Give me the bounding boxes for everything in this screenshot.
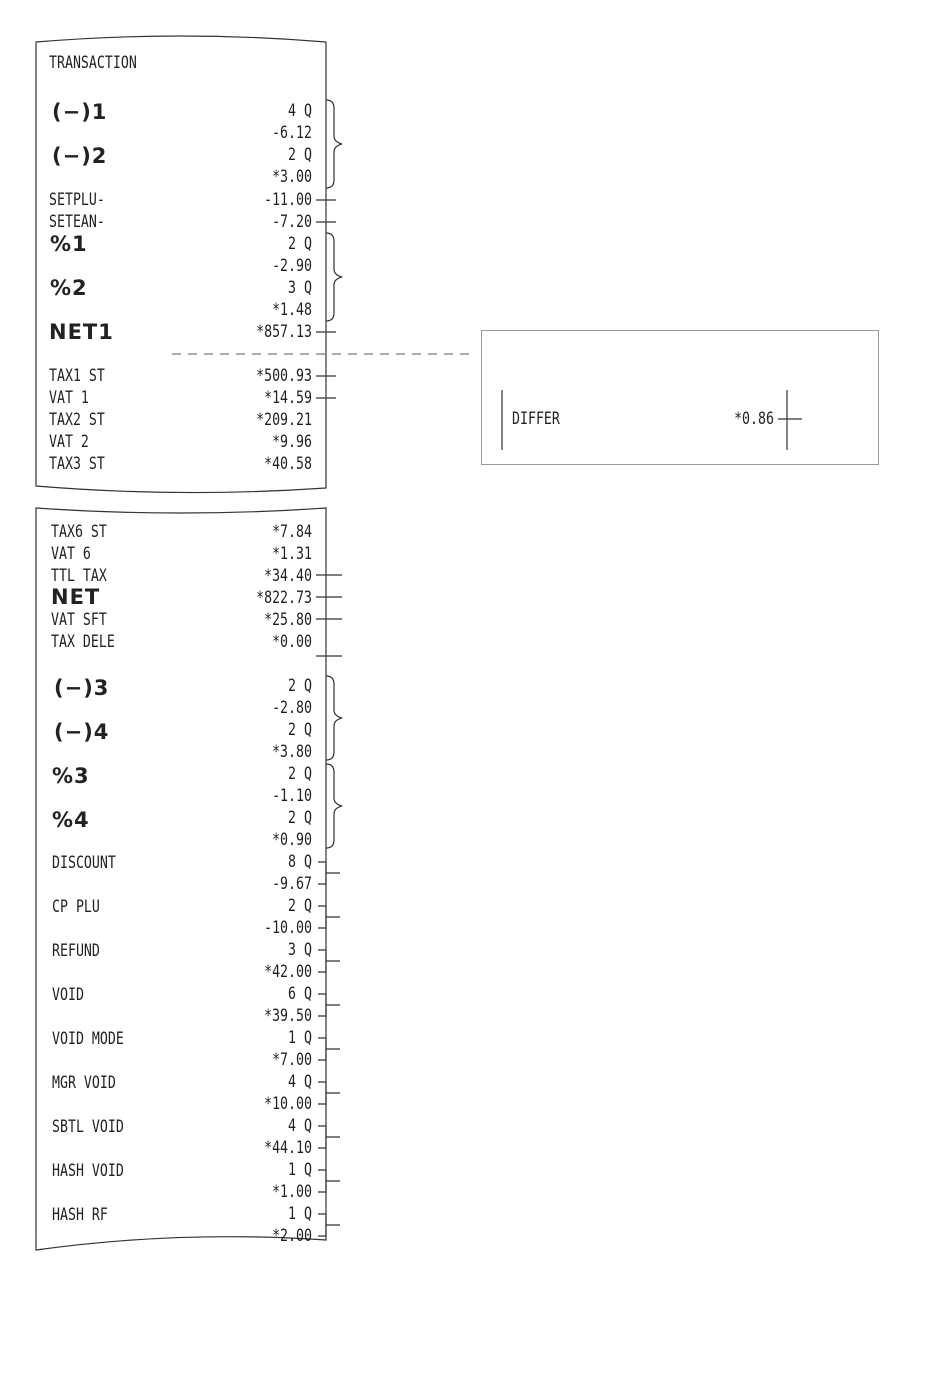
row-label: %3 [52, 764, 90, 788]
row-label: NET1 [49, 320, 114, 344]
row-amount: *209.21 [256, 410, 312, 430]
differ-label: DIFFER [512, 409, 560, 429]
row-amount: *0.90 [272, 830, 312, 850]
row-label: MGR VOID [52, 1073, 116, 1093]
row-amount: *9.96 [272, 432, 312, 452]
row-qty: 2 Q [288, 764, 312, 784]
row-label: (−)4 [54, 720, 110, 744]
row-label: (−)3 [54, 676, 110, 700]
row-amount: *1.00 [272, 1182, 312, 1202]
row-label: TAX DELE [51, 632, 115, 652]
row-qty: 2 Q [288, 676, 312, 696]
row-amount: *10.00 [264, 1094, 312, 1114]
row-amount: -2.90 [272, 256, 312, 276]
row-amount: *34.40 [264, 566, 312, 586]
row-amount: -6.12 [272, 123, 312, 143]
row-label: SBTL VOID [52, 1117, 124, 1137]
row-qty: 2 Q [288, 234, 312, 254]
row-amount: *40.58 [264, 454, 312, 474]
row-amount: *1.31 [272, 544, 312, 564]
receipt-title: TRANSACTION [49, 53, 137, 73]
row-qty: 1 Q [288, 1028, 312, 1048]
row-qty: 4 Q [288, 101, 312, 121]
row-label: CP PLU [52, 897, 100, 917]
row-qty: 2 Q [288, 145, 312, 165]
row-amount: *7.84 [272, 522, 312, 542]
row-label: NET [51, 585, 101, 609]
row-label: %4 [52, 808, 90, 832]
brace-1 [326, 100, 342, 188]
row-amount: *0.00 [272, 632, 312, 652]
row-label: SETEAN- [49, 212, 105, 232]
row-amount: *39.50 [264, 1006, 312, 1026]
row-label: VAT SFT [51, 610, 107, 630]
row-qty: 6 Q [288, 984, 312, 1004]
row-amount: *3.00 [272, 167, 312, 187]
row-label: TAX1 ST [49, 366, 105, 386]
row-label: TTL TAX [51, 566, 107, 586]
row-amount: *2.00 [272, 1226, 312, 1246]
row-label: VAT 1 [49, 388, 89, 408]
row-amount: *1.48 [272, 300, 312, 320]
row-amount: -2.80 [272, 698, 312, 718]
brace-2 [326, 233, 342, 321]
row-qty: 1 Q [288, 1160, 312, 1180]
row-label: VAT 6 [51, 544, 91, 564]
row-amount: *3.80 [272, 742, 312, 762]
row-label: HASH RF [52, 1205, 108, 1225]
row-qty: 2 Q [288, 896, 312, 916]
differ-callout [481, 330, 879, 465]
row-amount: *857.13 [256, 322, 312, 342]
row-amount: -11.00 [264, 190, 312, 210]
row-label: %1 [50, 232, 88, 256]
row-label: (−)2 [52, 144, 108, 168]
row-qty: 4 Q [288, 1072, 312, 1092]
row-amount: *500.93 [256, 366, 312, 386]
row-label: HASH VOID [52, 1161, 124, 1181]
row-label: SETPLU- [49, 190, 105, 210]
row-amount: *822.73 [256, 588, 312, 608]
row-label: (−)1 [52, 100, 108, 124]
row-amount: *7.00 [272, 1050, 312, 1070]
row-label: VAT 2 [49, 432, 89, 452]
row-qty: 8 Q [288, 852, 312, 872]
row-amount: *14.59 [264, 388, 312, 408]
row-label: TAX3 ST [49, 454, 105, 474]
row-qty: 4 Q [288, 1116, 312, 1136]
row-qty: 2 Q [288, 808, 312, 828]
row-amount: *42.00 [264, 962, 312, 982]
differ-amount: *0.86 [734, 409, 774, 429]
row-amount: -10.00 [264, 918, 312, 938]
row-qty: 2 Q [288, 720, 312, 740]
row-amount: -1.10 [272, 786, 312, 806]
row-amount: *25.80 [264, 610, 312, 630]
row-label: REFUND [52, 941, 100, 961]
row-label: TAX6 ST [51, 522, 107, 542]
row-label: DISCOUNT [52, 853, 116, 873]
row-label: %2 [50, 276, 88, 300]
row-label: TAX2 ST [49, 410, 105, 430]
brace-3 [326, 676, 342, 760]
brace-4 [326, 764, 342, 848]
row-qty: 1 Q [288, 1204, 312, 1224]
row-qty: 3 Q [288, 940, 312, 960]
row-qty: 3 Q [288, 278, 312, 298]
row-label: VOID [52, 985, 84, 1005]
row-amount: *44.10 [264, 1138, 312, 1158]
row-amount: -7.20 [272, 212, 312, 232]
row-label: VOID MODE [52, 1029, 124, 1049]
row-amount: -9.67 [272, 874, 312, 894]
